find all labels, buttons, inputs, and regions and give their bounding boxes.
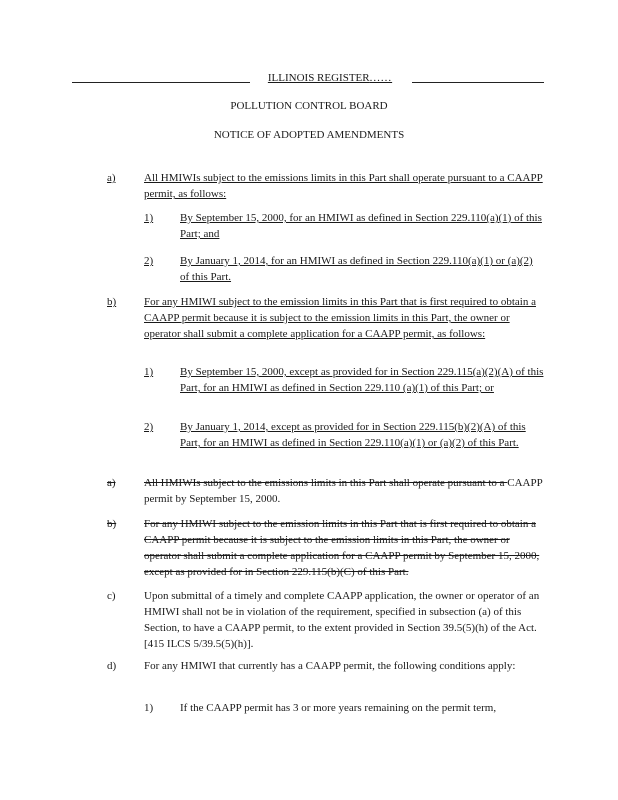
new-b-2-label: 2) <box>144 421 154 433</box>
paragraph-d-text: For any HMIWI that currently has a CAAPP permit, the following conditions apply: <box>144 660 516 672</box>
old-paragraph-b-text: For any HMIWI subject to the emission limits in this Part that is first required to obtain a CAAPP permit because it is subject to the emission limits in this Part, the owner or operator shall submit a complete application for a CAAPP permit by September 15, 2000, except as provided for in Section 229.115(b)(C) of this Part. <box>144 518 540 578</box>
new-a-2-label: 2) <box>144 255 154 267</box>
new-b-1-text: By September 15, 2000, except as provided for in Section 229.115(a)(2)(A) of this Part, for an HMIWI as defined in Section 229.110 (a)(1) of this Part; or <box>180 366 544 394</box>
d-1-text: If the CAAPP permit has 3 or more years remaining on the permit term, <box>180 702 497 714</box>
old-paragraph-b-label: b) <box>107 518 117 530</box>
new-paragraph-b-label: b) <box>107 296 117 308</box>
register-dots: ...... <box>369 72 393 84</box>
old-paragraph-a-text: All HMIWIs subject to the emissions limits in this Part shall operate pursuant to a CAAPP permit by September 15, 2000. <box>144 477 543 505</box>
paragraph-d-label: d) <box>107 660 117 672</box>
d-1-label: 1) <box>144 702 154 714</box>
new-a-1-label: 1) <box>144 212 154 224</box>
register-title <box>250 70 410 86</box>
new-paragraph-b-text: For any HMIWI subject to the emission limits in this Part that is first required to obtain a CAAPP permit because it is subject to the emission limits in this Part, the owner or operator shall submit a complete application for a CAAPP permit, as follows: <box>144 296 536 340</box>
new-b-2-text: By January 1, 2014, except as provided for in Section 229.115(b)(2)(A) of this Part, for an HMIWI as defined in Section 229.110(a)(1) or (a)(2) of this Part. <box>180 421 526 449</box>
new-a-2-text: By January 1, 2014, for an HMIWI as defined in Section 229.110(a)(1) or (a)(2) of this Part. <box>180 255 533 283</box>
new-paragraph-a-label: a) <box>107 172 116 184</box>
register-name: ILLINOIS REGISTER <box>267 72 370 84</box>
paragraph-c-text: Upon submittal of a timely and complete CAAPP application, the owner or operator of an HMIWI shall not be in violation of the requirement, specified in subsection (a) of this Section, to have a CAAPP permit, to the extent provided in Section 39.5(5)(h) of the Act. [415 ILCS 5/39.5(5)(h)]. <box>144 590 540 650</box>
header-rule-right <box>412 82 544 83</box>
new-a-1-text: By September 15, 2000, for an HMIWI as defined in Section 229.110(a)(1) of this Part; and <box>180 212 542 240</box>
paragraph-c-label: c) <box>107 590 116 602</box>
new-b-1-label: 1) <box>144 366 154 378</box>
board-title: POLLUTION CONTROL BOARD <box>230 100 388 112</box>
header-rule-left <box>72 82 250 83</box>
notice-title: NOTICE OF ADOPTED AMENDMENTS <box>213 129 405 141</box>
old-paragraph-a-label: a) <box>107 477 116 489</box>
new-paragraph-a-text: All HMIWIs subject to the emissions limits in this Part shall operate pursuant to a CAAPP permit, as follows: <box>144 172 543 200</box>
